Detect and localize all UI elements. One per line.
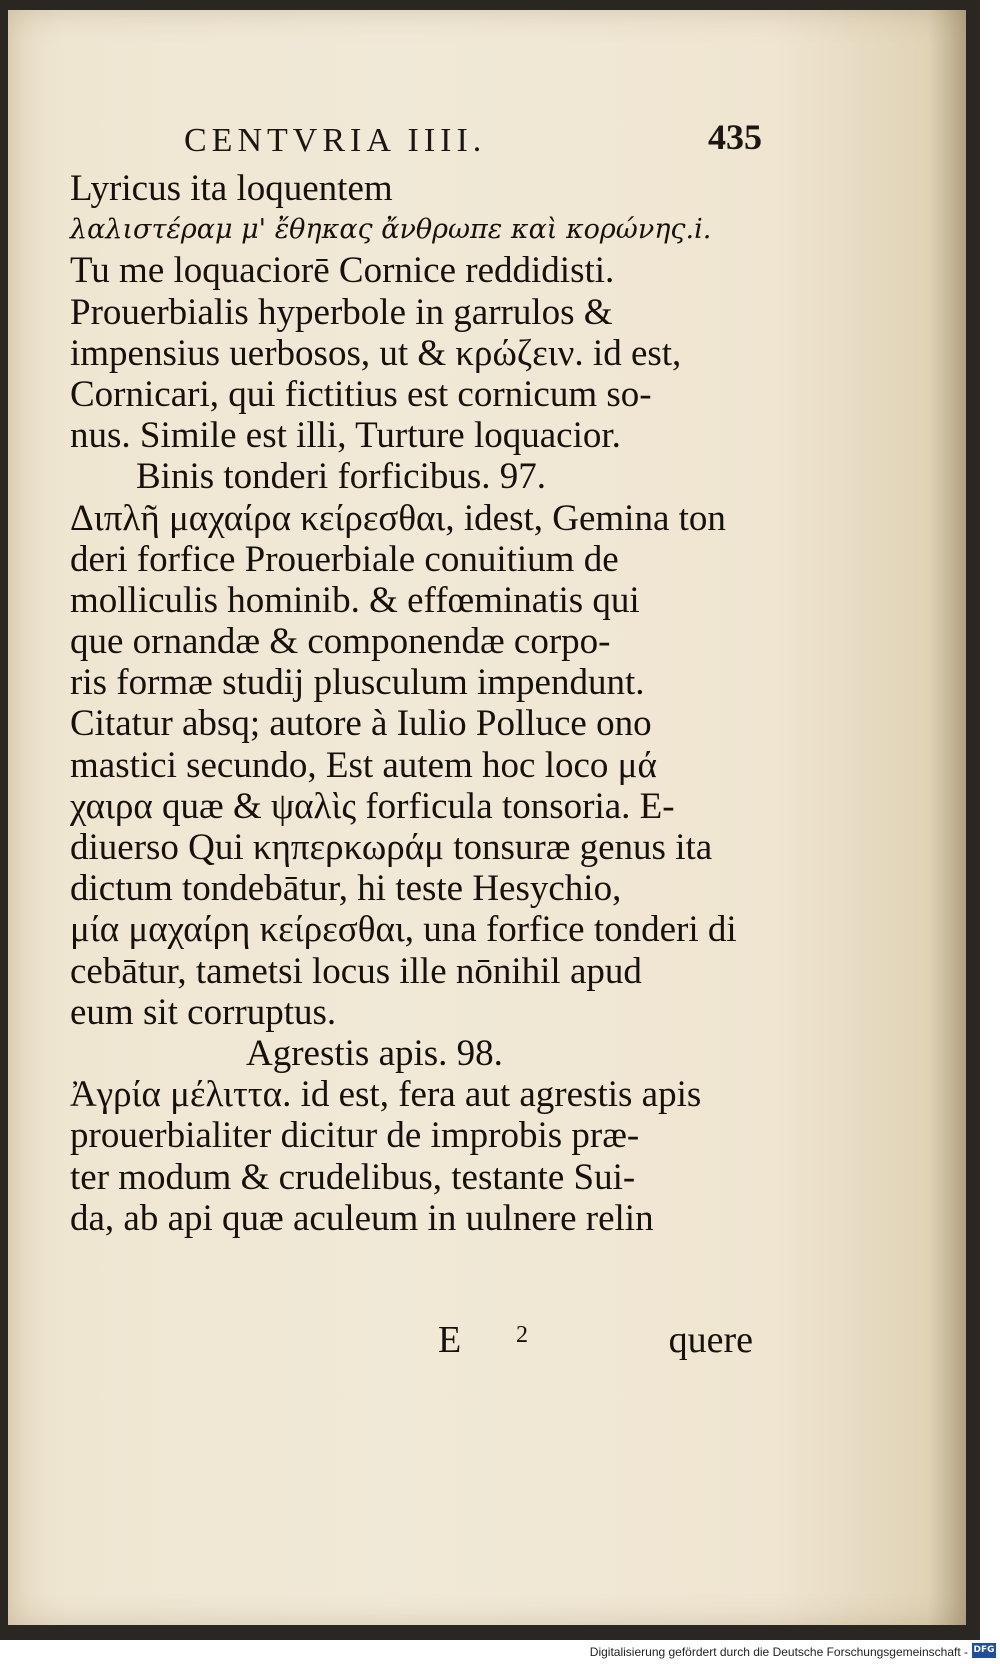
- signature-mark: E: [438, 1319, 462, 1361]
- text-line: molliculis hominib. & effœminatis qui: [70, 579, 640, 621]
- text-line: Ἀγρία μέλιττα. id est, fera aut agrestis apis: [70, 1074, 702, 1116]
- page-number: 435: [708, 117, 762, 157]
- text-line: eum sit corruptus.: [70, 991, 337, 1033]
- text-line: Prouerbialis hyperbole in garrulos &: [70, 291, 613, 333]
- text-line: impensius uerbosos, ut & κρώζειν. id est,: [70, 332, 682, 374]
- text-line: nus. Simile est illi, Turture loquacior.: [70, 415, 621, 457]
- text-line: Citatur absq; autore à Iulio Polluce ono: [70, 703, 652, 745]
- text-line: Lyricus ita loquentem: [70, 168, 393, 209]
- funding-credit: Digitalisierung gefördert durch die Deutsche Forschungsgemeinschaft -: [589, 1645, 968, 1659]
- text-line: que ornandæ & componendæ corpo-: [70, 621, 611, 663]
- text-line: da, ab api quæ aculeum in uulnere relin: [70, 1197, 654, 1239]
- page-header: [184, 117, 762, 162]
- signature-number: 2: [516, 1322, 528, 1348]
- greek-quote-line: λαλιστέραμ μ' ἔθηκας ἄνθρωπε καὶ κορώνης.i.: [70, 214, 712, 246]
- signature-line: [408, 1318, 753, 1362]
- catchword: quere: [668, 1319, 753, 1361]
- text-line: ris formæ studij plusculum impendunt.: [70, 662, 645, 704]
- text-line: ter modum & crudelibus, testante Sui-: [70, 1156, 636, 1198]
- text-line: χαιρα quæ & ψαλὶς forficula tonsoria. E-: [70, 785, 675, 827]
- body-text: [70, 168, 770, 1239]
- text-line: μία μαχαίρη κείρεσθαι, una forfice tonderi di: [70, 909, 737, 951]
- adage-heading-97: Binis tonderi forficibus. 97.: [136, 456, 547, 498]
- text-line: Διπλῆ μαχαίρα κείρεσθαι, idest, Gemina ton: [70, 497, 726, 539]
- adage-heading-98: Agrestis apis. 98.: [246, 1032, 503, 1074]
- text-line: deri forfice Prouerbiale conuitium de: [70, 538, 619, 580]
- digitization-footer: [0, 1640, 1000, 1664]
- text-line: Cornicari, qui fictitius est cornicum so-: [70, 373, 652, 415]
- running-title: CENTVRIA IIII.: [184, 122, 487, 159]
- text-line: mastici secundo, Est autem hoc loco μά: [70, 744, 657, 786]
- text-line: Tu me loquaciorē Cornice reddidisti.: [70, 250, 615, 292]
- text-line: diuerso Qui κηπερκωράμ tonsuræ genus ita: [70, 827, 713, 868]
- text-line: prouerbialiter dicitur de improbis præ-: [70, 1115, 640, 1157]
- text-line: dictum tondebātur, hi teste Hesychio,: [70, 868, 622, 910]
- text-line: cebātur, tametsi locus ille nōnihil apud: [70, 950, 642, 992]
- dfg-logo-icon[interactable]: DFG: [972, 1643, 996, 1658]
- book-page: [8, 10, 966, 1625]
